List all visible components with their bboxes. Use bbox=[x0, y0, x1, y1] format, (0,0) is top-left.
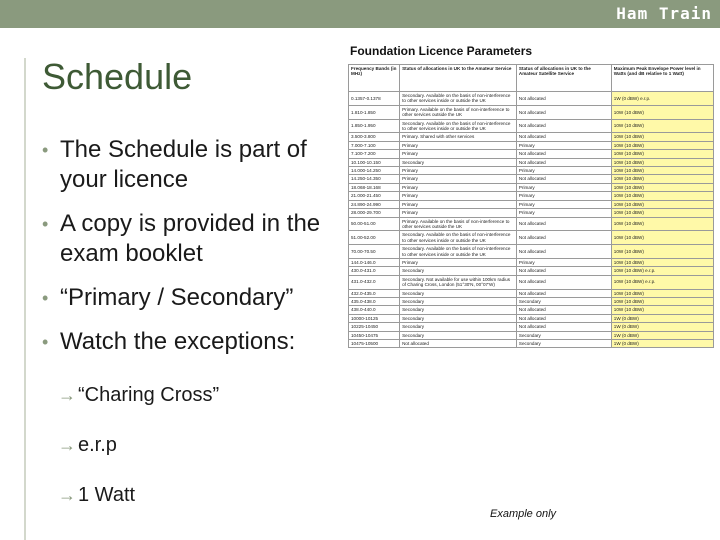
frequency-cell: 435.0-438.0 bbox=[349, 297, 400, 305]
satellite-status-cell: Not allocated bbox=[516, 133, 611, 141]
frequency-cell: 430.0-431.0 bbox=[349, 267, 400, 275]
power-cell: 10W (10 dBW) bbox=[611, 150, 713, 158]
frequency-cell: 24.890-24.990 bbox=[349, 200, 400, 208]
amateur-status-cell: Secondary bbox=[400, 297, 517, 305]
bullet-dot-icon: • bbox=[42, 288, 49, 308]
bullet-text: “Primary / Secondary” bbox=[60, 284, 294, 311]
sub-bullet-text: 1 Watt bbox=[78, 484, 136, 506]
power-cell: 10W (10 dBW) bbox=[611, 183, 713, 191]
amateur-status-cell: Primary bbox=[400, 192, 517, 200]
bullet-dot-icon: • bbox=[42, 332, 49, 352]
table-row bbox=[349, 323, 714, 331]
table-row bbox=[349, 133, 714, 141]
satellite-status-cell: Secondary bbox=[516, 297, 611, 305]
table-row bbox=[349, 150, 714, 158]
amateur-status-cell: Secondary bbox=[400, 289, 517, 297]
power-cell: 1W (0 dBW) bbox=[611, 314, 713, 322]
power-cell: 10W (10 dBW) bbox=[611, 119, 713, 133]
amateur-status-cell: Not allocated bbox=[400, 340, 517, 348]
frequency-cell: 144.0-146.0 bbox=[349, 258, 400, 266]
power-cell: 10W (10 dBW) bbox=[611, 217, 713, 231]
brand-logo-text: Ham Train bbox=[616, 4, 712, 23]
amateur-status-cell: Primary bbox=[400, 150, 517, 158]
table-row bbox=[349, 192, 714, 200]
amateur-status-cell: Secondary bbox=[400, 306, 517, 314]
amateur-status-cell: Secondary bbox=[400, 267, 517, 275]
table-row bbox=[349, 209, 714, 217]
bullet-item bbox=[42, 327, 342, 357]
table-row bbox=[349, 267, 714, 275]
frequency-cell: 431.0-432.0 bbox=[349, 275, 400, 289]
amateur-status-cell: Secondary bbox=[400, 323, 517, 331]
table-row bbox=[349, 306, 714, 314]
power-cell: 10W (10 dBW) bbox=[611, 158, 713, 166]
table-header-row bbox=[349, 65, 714, 92]
table-row bbox=[349, 183, 714, 191]
power-cell: 1W (0 dBW) e.r.p. bbox=[611, 92, 713, 106]
bullet-text: A copy is provided in the exam booklet bbox=[60, 210, 321, 267]
power-cell: 10W (10 dBW) bbox=[611, 258, 713, 266]
table-row bbox=[349, 340, 714, 348]
amateur-status-cell: Secondary. Not available for use within 100km radius of Charing Cross, London (51°30'N, 00°07'W) bbox=[400, 275, 517, 289]
table-row bbox=[349, 275, 714, 289]
header-bar bbox=[0, 0, 720, 28]
frequency-cell: 18.068-18.168 bbox=[349, 183, 400, 191]
satellite-status-cell: Primary bbox=[516, 183, 611, 191]
power-cell: 1W (0 dBW) bbox=[611, 340, 713, 348]
amateur-status-cell: Primary. Available on the basis of non-interference to other services outside the UK bbox=[400, 105, 517, 119]
bullet-text: Watch the exceptions: bbox=[60, 328, 296, 355]
amateur-status-cell: Secondary bbox=[400, 314, 517, 322]
power-cell: 10W (10 dBW) bbox=[611, 192, 713, 200]
frequency-cell: 1.850-1.950 bbox=[349, 119, 400, 133]
column-header: Status of allocations in UK to the Amateur Service bbox=[400, 65, 517, 92]
satellite-status-cell: Not allocated bbox=[516, 175, 611, 183]
decorative-divider bbox=[24, 58, 26, 540]
table-row bbox=[349, 141, 714, 149]
table-title: Foundation Licence Parameters bbox=[350, 44, 533, 58]
frequency-cell: 10000-10125 bbox=[349, 314, 400, 322]
table-row bbox=[349, 258, 714, 266]
table-row bbox=[349, 158, 714, 166]
power-cell: 10W (10 dBW) bbox=[611, 209, 713, 217]
satellite-status-cell: Not allocated bbox=[516, 323, 611, 331]
power-cell: 10W (10 dBW) bbox=[611, 167, 713, 175]
frequency-cell: 7.000-7.100 bbox=[349, 141, 400, 149]
amateur-status-cell: Primary. Shared with other services bbox=[400, 133, 517, 141]
table-caption: Example only bbox=[490, 508, 557, 520]
frequency-cell: 432.0-435.0 bbox=[349, 289, 400, 297]
sub-bullet-item bbox=[42, 433, 342, 457]
frequency-cell: 10225-10450 bbox=[349, 323, 400, 331]
amateur-status-cell: Secondary. Available on the basis of non-interference to other services inside or outside the UK bbox=[400, 245, 517, 259]
power-cell: 10W (10 dBW) bbox=[611, 245, 713, 259]
table-row bbox=[349, 217, 714, 231]
sub-bullet-text: “Charing Cross” bbox=[78, 384, 220, 406]
satellite-status-cell: Not allocated bbox=[516, 289, 611, 297]
frequency-cell: 51.00-52.00 bbox=[349, 231, 400, 245]
satellite-status-cell: Primary bbox=[516, 200, 611, 208]
frequency-cell: 21.000-21.450 bbox=[349, 192, 400, 200]
column-header: Maximum Peak Envelope Power level in Watts (and dB relative to 1 Watt) bbox=[611, 65, 713, 92]
frequency-cell: 14.000-14.250 bbox=[349, 167, 400, 175]
bullet-list bbox=[42, 135, 342, 533]
power-cell: 10W (10 dBW) bbox=[611, 231, 713, 245]
power-cell: 10W (10 dBW) bbox=[611, 141, 713, 149]
bullet-text: The Schedule is part of your licence bbox=[60, 136, 307, 193]
satellite-status-cell: Primary bbox=[516, 167, 611, 175]
satellite-status-cell: Primary bbox=[516, 141, 611, 149]
sub-bullet-item bbox=[42, 383, 342, 407]
power-cell: 10W (10 dBW) e.r.p. bbox=[611, 267, 713, 275]
satellite-status-cell: Not allocated bbox=[516, 275, 611, 289]
table-row bbox=[349, 297, 714, 305]
table-row bbox=[349, 119, 714, 133]
power-cell: 1W (0 dBW) bbox=[611, 331, 713, 339]
arrow-right-icon: → bbox=[58, 385, 76, 405]
sub-bullet-text: e.r.p bbox=[78, 434, 117, 456]
amateur-status-cell: Primary bbox=[400, 141, 517, 149]
power-cell: 10W (10 dBW) e.r.p. bbox=[611, 275, 713, 289]
frequency-cell: 10.100-10.150 bbox=[349, 158, 400, 166]
satellite-status-cell: Not allocated bbox=[516, 306, 611, 314]
amateur-status-cell: Secondary bbox=[400, 331, 517, 339]
satellite-status-cell: Not allocated bbox=[516, 314, 611, 322]
table-row bbox=[349, 167, 714, 175]
frequency-cell: 70.00-70.50 bbox=[349, 245, 400, 259]
frequency-cell: 10475-10500 bbox=[349, 340, 400, 348]
amateur-status-cell: Primary bbox=[400, 209, 517, 217]
amateur-status-cell: Secondary. Available on the basis of non-interference to other services inside or outside the UK bbox=[400, 119, 517, 133]
frequency-cell: 438.0-440.0 bbox=[349, 306, 400, 314]
power-cell: 1W (0 dBW) bbox=[611, 323, 713, 331]
table-row bbox=[349, 245, 714, 259]
power-cell: 10W (10 dBW) bbox=[611, 175, 713, 183]
satellite-status-cell: Primary bbox=[516, 209, 611, 217]
table-body bbox=[349, 92, 714, 348]
bullet-dot-icon: • bbox=[42, 140, 49, 160]
amateur-status-cell: Primary bbox=[400, 200, 517, 208]
satellite-status-cell: Not allocated bbox=[516, 119, 611, 133]
satellite-status-cell: Not allocated bbox=[516, 217, 611, 231]
frequency-cell: 7.100-7.200 bbox=[349, 150, 400, 158]
licence-parameters-table bbox=[348, 64, 714, 348]
frequency-cell: 14.250-14.350 bbox=[349, 175, 400, 183]
amateur-status-cell: Primary bbox=[400, 258, 517, 266]
satellite-status-cell: Primary bbox=[516, 192, 611, 200]
amateur-status-cell: Secondary bbox=[400, 158, 517, 166]
power-cell: 10W (10 dBW) bbox=[611, 297, 713, 305]
satellite-status-cell: Not allocated bbox=[516, 245, 611, 259]
satellite-status-cell: Secondary bbox=[516, 331, 611, 339]
sub-bullet-item bbox=[42, 483, 342, 507]
power-cell: 10W (10 dBW) bbox=[611, 200, 713, 208]
power-cell: 10W (10 dBW) bbox=[611, 306, 713, 314]
bullet-item bbox=[42, 283, 342, 313]
bullet-item bbox=[42, 209, 342, 269]
satellite-status-cell: Not allocated bbox=[516, 92, 611, 106]
frequency-cell: 28.000-29.700 bbox=[349, 209, 400, 217]
frequency-cell: 10450-10475 bbox=[349, 331, 400, 339]
table-row bbox=[349, 105, 714, 119]
amateur-status-cell: Secondary. Available on the basis of non-interference to other services inside or outside the UK bbox=[400, 92, 517, 106]
table-row bbox=[349, 92, 714, 106]
table-row bbox=[349, 314, 714, 322]
table-row bbox=[349, 289, 714, 297]
table-row bbox=[349, 200, 714, 208]
frequency-cell: 1.810-1.850 bbox=[349, 105, 400, 119]
satellite-status-cell: Primary bbox=[516, 258, 611, 266]
frequency-cell: 0.1357-0.1378 bbox=[349, 92, 400, 106]
bullet-item bbox=[42, 135, 342, 195]
column-header: Status of allocations in UK to the Amateur Satellite Service bbox=[516, 65, 611, 92]
amateur-status-cell: Primary bbox=[400, 175, 517, 183]
bullet-dot-icon: • bbox=[42, 214, 49, 234]
satellite-status-cell: Not allocated bbox=[516, 150, 611, 158]
satellite-status-cell: Not allocated bbox=[516, 231, 611, 245]
satellite-status-cell: Not allocated bbox=[516, 267, 611, 275]
satellite-status-cell: Not allocated bbox=[516, 105, 611, 119]
satellite-status-cell: Not allocated bbox=[516, 158, 611, 166]
power-cell: 10W (10 dBW) bbox=[611, 133, 713, 141]
frequency-cell: 3.500-3.800 bbox=[349, 133, 400, 141]
power-cell: 10W (10 dBW) bbox=[611, 289, 713, 297]
arrow-right-icon: → bbox=[58, 485, 76, 505]
amateur-status-cell: Secondary. Available on the basis of non-interference to other services inside or outside the UK bbox=[400, 231, 517, 245]
amateur-status-cell: Primary bbox=[400, 183, 517, 191]
table-row bbox=[349, 231, 714, 245]
satellite-status-cell: Secondary bbox=[516, 340, 611, 348]
power-cell: 10W (10 dBW) bbox=[611, 105, 713, 119]
frequency-cell: 50.00-51.00 bbox=[349, 217, 400, 231]
amateur-status-cell: Primary bbox=[400, 167, 517, 175]
table-row bbox=[349, 175, 714, 183]
table-row bbox=[349, 331, 714, 339]
slide-title: Schedule bbox=[42, 56, 193, 97]
amateur-status-cell: Primary. Available on the basis of non-interference to other services outside the UK bbox=[400, 217, 517, 231]
column-header: Frequency Bands (in MHz) bbox=[349, 65, 400, 92]
arrow-right-icon: → bbox=[58, 435, 76, 455]
